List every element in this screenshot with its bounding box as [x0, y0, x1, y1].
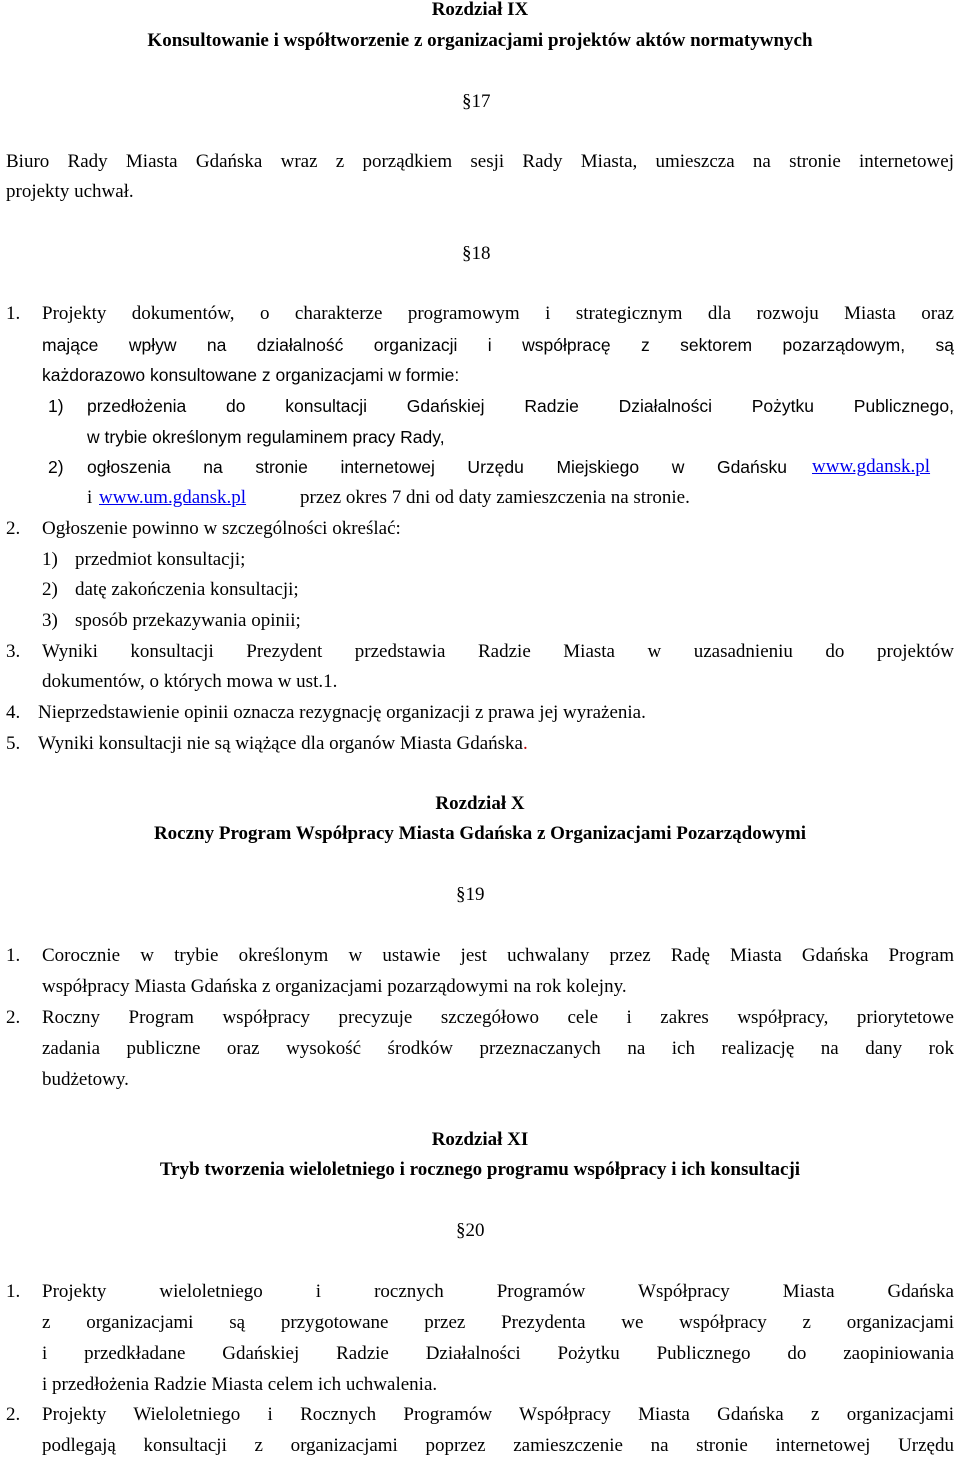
chapter-10-subtitle: Roczny Program Współpracy Miasta Gdańska z Organizacjami Pozarządowymi: [153, 823, 807, 844]
s18-sub-2-line-1: ogłoszenia na stronie internetowej Urzędu Miejskiego w Gdańsku: [87, 457, 787, 477]
s18-item-2-number: 2.: [6, 518, 21, 539]
s18-item-3-line-2: dokumentów, o których mowa w ust.1.: [42, 671, 338, 692]
s18-sub-2-tail: przez okres 7 dni od daty zamieszczenia na stronie.: [300, 487, 690, 508]
s19-item-2-number: 2.: [6, 1007, 21, 1028]
s20-item-1-line-4: i przedłożenia Radzie Miasta celem ich uchwalenia.: [42, 1374, 438, 1395]
s18-item-2-text: Ogłoszenie powinno w szczególności określać:: [42, 518, 401, 539]
chapter-11-subtitle: Tryb tworzenia wieloletniego i rocznego programu współpracy i ich konsultacji: [159, 1159, 801, 1180]
chapter-10-title: Rozdział X: [435, 793, 525, 814]
section-18-sign: §18: [462, 243, 491, 264]
s18-item-2-sub-3: sposób przekazywania opinii;: [75, 610, 301, 631]
um-gdansk-pl-link[interactable]: www.um.gdansk.pl: [99, 487, 247, 508]
section-17-line-2: projekty uchwał.: [6, 181, 134, 202]
s19-item-1-line-2: współpracy Miasta Gdańska z organizacjami pozarządowymi na rok kolejny.: [42, 976, 627, 997]
s18-item-3-line-1: Wyniki konsultacji Prezydent przedstawia Radzie Miasta w uzasadnieniu do projektów: [42, 641, 954, 662]
s18-item-2-sub-2-number: 2): [42, 579, 58, 600]
s20-item-1-line-2: z organizacjami są przygotowane przez Prezydenta we współpracy z organizacjami: [42, 1312, 954, 1333]
s18-sub-2-and: i: [87, 487, 93, 508]
s19-item-2-line-1: Roczny Program współpracy precyzuje szczegółowo cele i zakres współpracy, priorytetowe: [42, 1007, 954, 1028]
s18-item-2-sub-1-number: 1): [42, 549, 58, 570]
s18-sub-1-line-1: przedłożenia do konsultacji Gdańskiej Radzie Działalności Pożytku Publicznego,: [87, 396, 954, 416]
s18-item-3-number: 3.: [6, 641, 21, 662]
chapter-9-subtitle: Konsultowanie i współtworzenie z organizacjami projektów aktów normatywnych: [147, 30, 813, 51]
s18-item-4-number: 4.: [6, 702, 21, 723]
s18-item-2-sub-2: datę zakończenia konsultacji;: [75, 579, 299, 600]
s20-item-1-number: 1.: [6, 1281, 21, 1302]
section-19-sign: §19: [456, 884, 485, 905]
s18-item-2-sub-3-number: 3): [42, 610, 58, 631]
s18-item-1-line-1: Projekty dokumentów, o charakterze programowym i strategicznym dla rozwoju Miasta oraz: [42, 303, 954, 324]
s20-item-2-line-2: podlegają konsultacji z organizacjami poprzez zamieszczenie na stronie internetowej Urzędu: [42, 1435, 954, 1456]
s18-item-2-sub-1: przedmiot konsultacji;: [75, 549, 246, 570]
s19-item-2-line-3: budżetowy.: [42, 1069, 129, 1090]
gdansk-pl-link[interactable]: www.gdansk.pl: [812, 456, 931, 477]
s18-item-5-revision-mark: .: [522, 733, 528, 754]
s18-item-5-text: [38, 732, 528, 756]
s18-item-1-line-2: mające wpływ na działalność organizacji i współpracę z sektorem pozarządowym, są: [42, 335, 954, 355]
s19-item-1-number: 1.: [6, 945, 21, 966]
chapter-9-title: Rozdział IX: [431, 0, 529, 20]
s18-item-1-line-3: każdorazowo konsultowane z organizacjami w formie:: [42, 365, 460, 385]
s18-sub-2-number: 2): [48, 457, 64, 477]
section-17-line-1: Biuro Rady Miasta Gdańska wraz z porządkiem sesji Rady Miasta, umieszcza na stronie internetowej: [6, 151, 954, 172]
s18-item-1-number: 1.: [6, 303, 21, 324]
section-17-sign: §17: [462, 91, 491, 112]
chapter-11-title: Rozdział XI: [431, 1129, 529, 1150]
s18-sub-1-line-2: w trybie określonym regulaminem pracy Rady,: [87, 427, 445, 447]
s18-item-5-text-body: Wyniki konsultacji nie są wiążące dla organów Miasta Gdańska: [38, 733, 523, 754]
s20-item-2-number: 2.: [6, 1404, 21, 1425]
section-20-sign: §20: [456, 1220, 485, 1241]
s19-item-2-line-2: zadania publiczne oraz wysokość środków przeznaczanych na ich realizację na dany rok: [42, 1038, 954, 1059]
s18-sub-1-number: 1): [48, 396, 64, 416]
s20-item-2-line-1: Projekty Wieloletniego i Rocznych Programów Współpracy Miasta Gdańska z organizacjami: [42, 1404, 954, 1425]
s18-item-5-number: 5.: [6, 733, 21, 754]
s20-item-1-line-3: i przedkładane Gdańskiej Radzie Działalności Pożytku Publicznego do zaopiniowania: [42, 1343, 954, 1364]
s19-item-1-line-1: Corocznie w trybie określonym w ustawie jest uchwalany przez Radę Miasta Gdańska Program: [42, 945, 954, 966]
s18-item-4-text: Nieprzedstawienie opinii oznacza rezygnację organizacji z prawa jej wyrażenia.: [38, 702, 646, 723]
s20-item-1-line-1: Projekty wieloletniego i rocznych Programów Współpracy Miasta Gdańska: [42, 1281, 954, 1302]
